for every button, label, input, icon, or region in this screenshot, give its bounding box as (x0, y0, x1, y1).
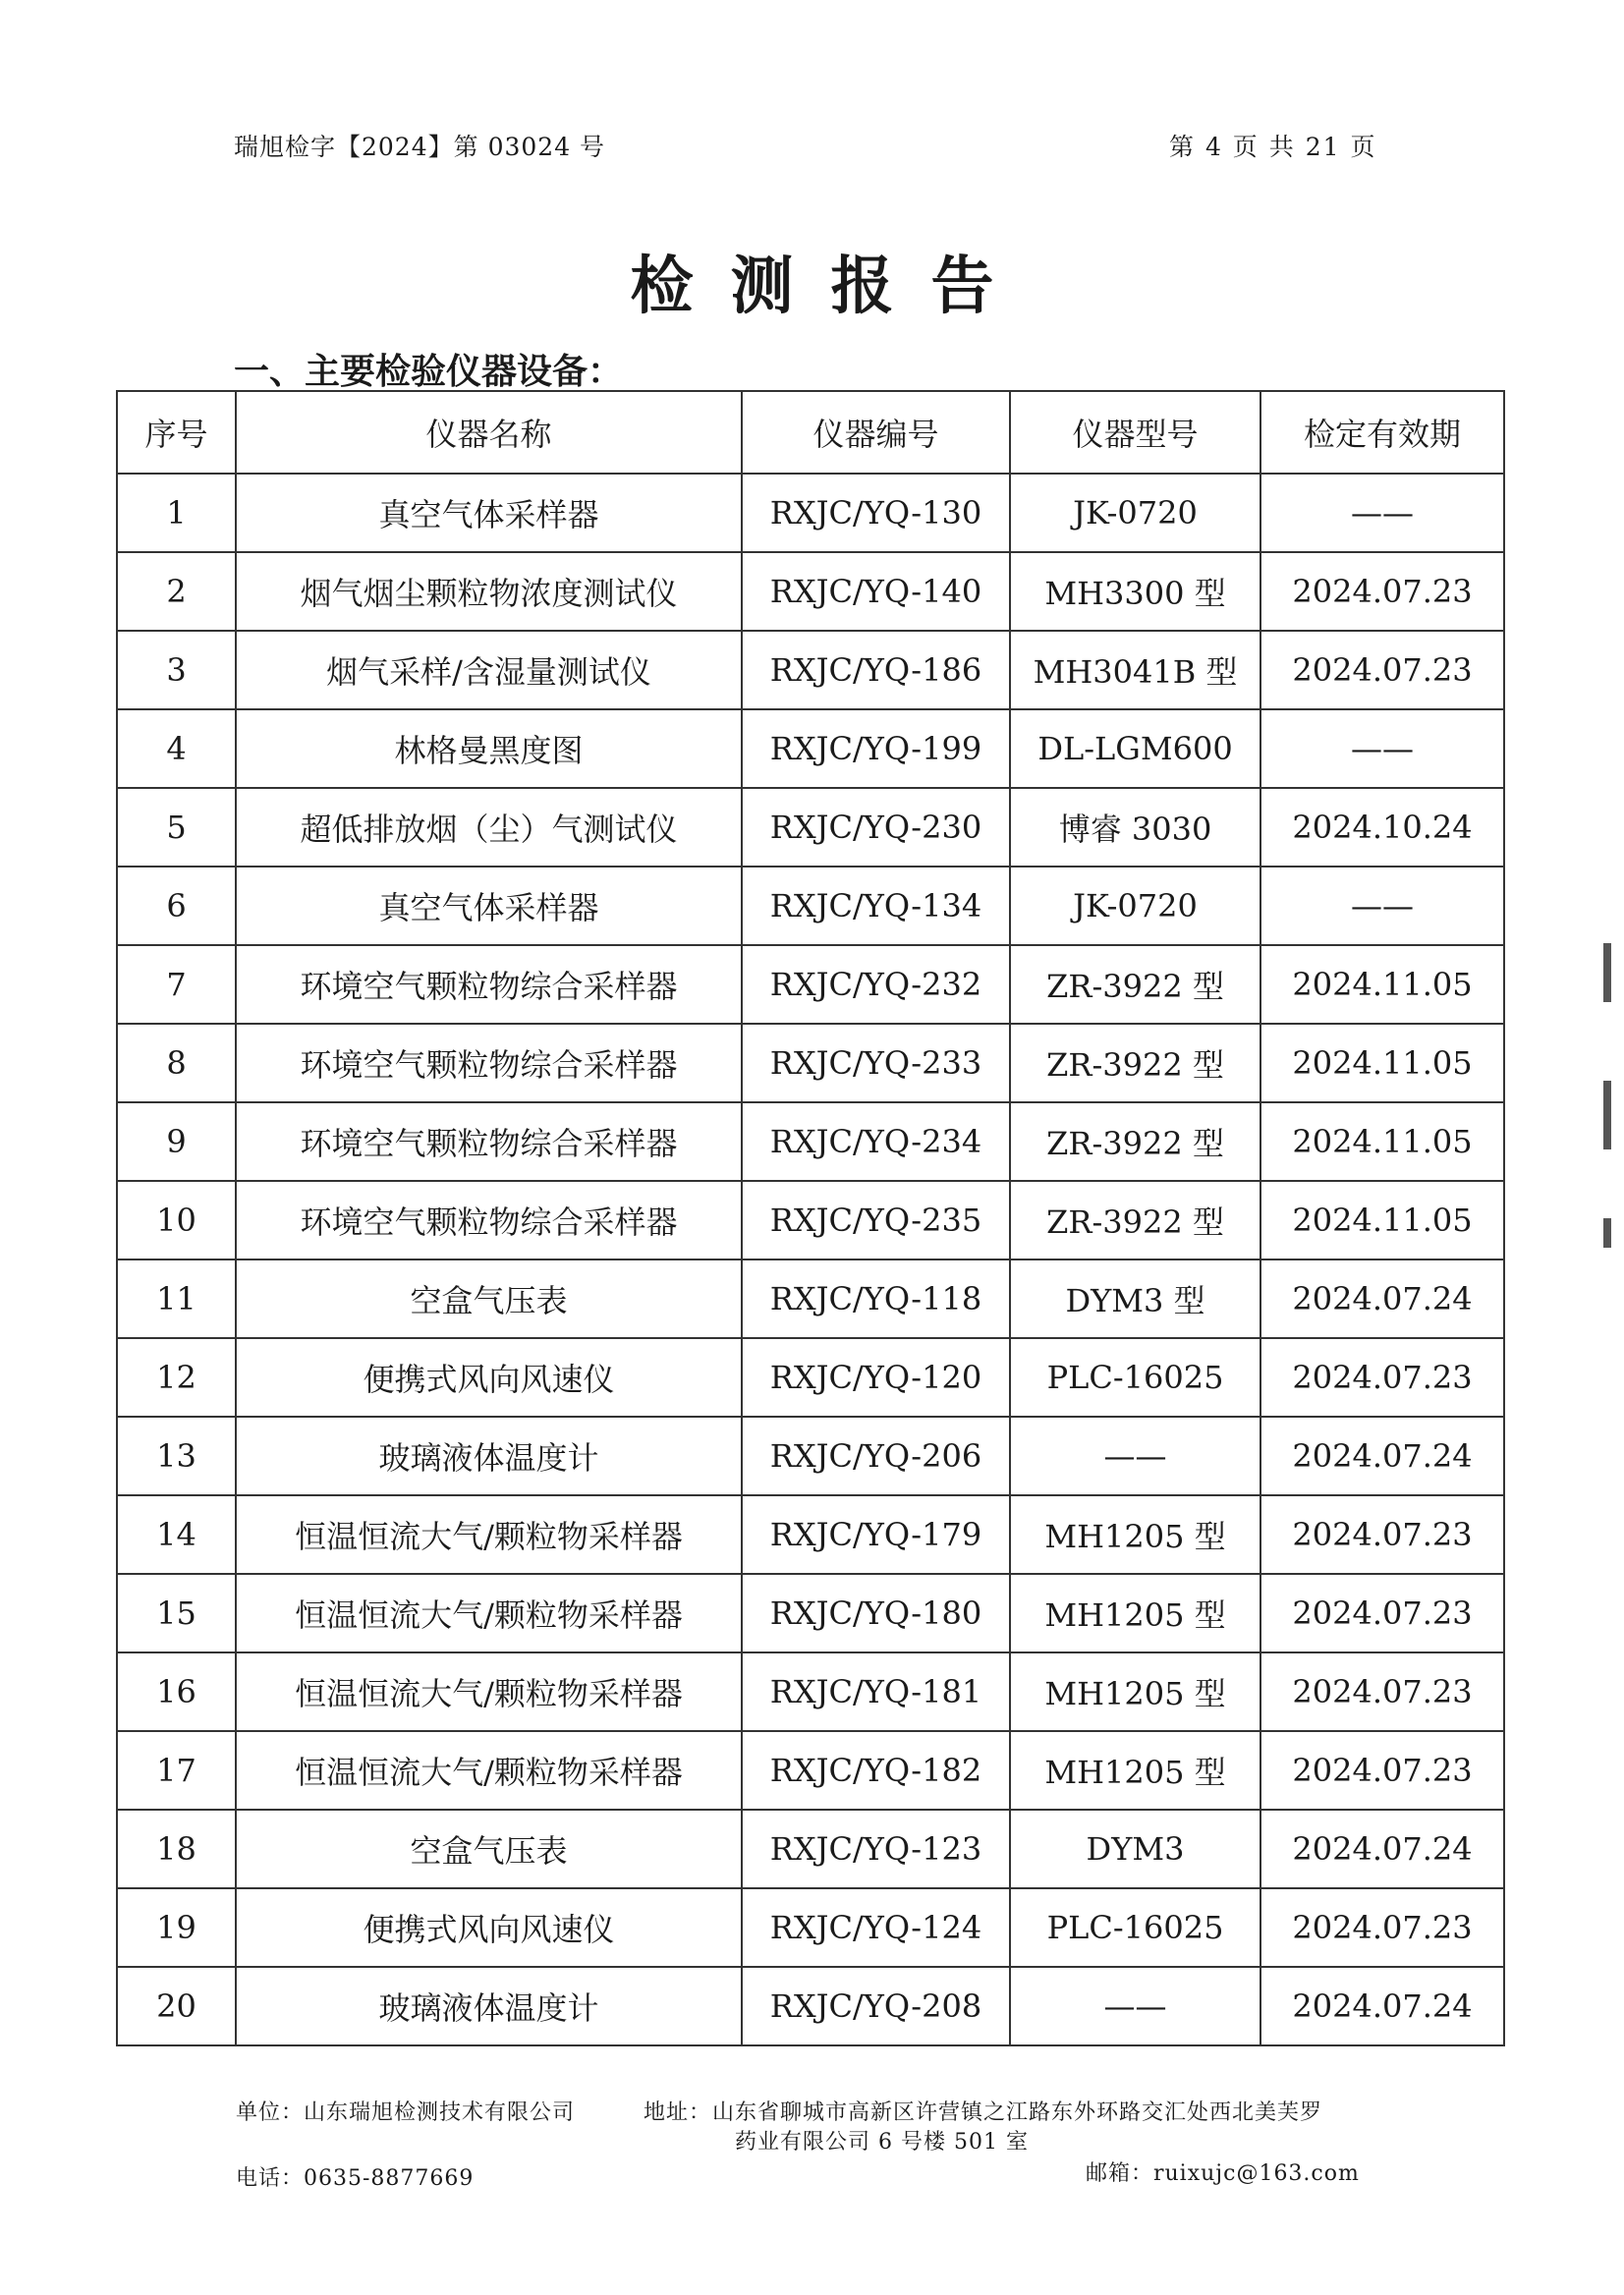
cell-instrument-model: JK-0720 (1010, 867, 1260, 945)
cell-instrument-code: RXJC/YQ-233 (742, 1024, 1010, 1102)
table-row (117, 1181, 1504, 1259)
column-header-model: 仪器型号 (1010, 391, 1260, 474)
cell-instrument-code: RXJC/YQ-186 (742, 631, 1010, 709)
cell-instrument-code: RXJC/YQ-181 (742, 1652, 1010, 1731)
table-row (117, 1024, 1504, 1102)
column-header-validity: 检定有效期 (1260, 391, 1504, 474)
table-row (117, 1574, 1504, 1652)
cell-instrument-model: MH1205 型 (1010, 1652, 1260, 1731)
cell-instrument-code: RXJC/YQ-123 (742, 1810, 1010, 1888)
cell-instrument-code: RXJC/YQ-235 (742, 1181, 1010, 1259)
table-row (117, 945, 1504, 1024)
table-row (117, 709, 1504, 788)
cell-validity: —— (1260, 474, 1504, 552)
footer-unit: 单位：山东瑞旭检测技术有限公司 (236, 2100, 576, 2125)
table-row (117, 631, 1504, 709)
cell-validity: 2024.11.05 (1260, 945, 1504, 1024)
column-header-index: 序号 (117, 391, 236, 474)
cell-instrument-model: ZR-3922 型 (1010, 1181, 1260, 1259)
cell-instrument-model: ZR-3922 型 (1010, 1102, 1260, 1181)
scan-edge-mark (1603, 1218, 1611, 1248)
table-row (117, 474, 1504, 552)
cell-index: 5 (117, 788, 236, 867)
instrument-table (116, 390, 1505, 2046)
cell-index: 3 (117, 631, 236, 709)
footer-phone: 电话：0635-8877669 (236, 2166, 475, 2191)
cell-index: 13 (117, 1417, 236, 1495)
table-row (117, 1652, 1504, 1731)
cell-instrument-name: 恒温恒流大气/颗粒物采样器 (236, 1731, 742, 1810)
cell-instrument-code: RXJC/YQ-232 (742, 945, 1010, 1024)
cell-instrument-model: —— (1010, 1967, 1260, 2045)
cell-instrument-model: ZR-3922 型 (1010, 945, 1260, 1024)
cell-instrument-code: RXJC/YQ-206 (742, 1417, 1010, 1495)
cell-validity: 2024.07.24 (1260, 1417, 1504, 1495)
cell-validity: 2024.07.23 (1260, 1574, 1504, 1652)
cell-instrument-code: RXJC/YQ-124 (742, 1888, 1010, 1967)
cell-instrument-model: DYM3 (1010, 1810, 1260, 1888)
cell-instrument-name: 环境空气颗粒物综合采样器 (236, 1181, 742, 1259)
cell-instrument-code: RXJC/YQ-134 (742, 867, 1010, 945)
cell-instrument-model: PLC-16025 (1010, 1338, 1260, 1417)
cell-validity: 2024.07.23 (1260, 631, 1504, 709)
cell-instrument-model: MH3041B 型 (1010, 631, 1260, 709)
scan-edge-mark (1603, 1081, 1611, 1149)
table-row (117, 788, 1504, 867)
cell-instrument-name: 恒温恒流大气/颗粒物采样器 (236, 1574, 742, 1652)
cell-instrument-name: 恒温恒流大气/颗粒物采样器 (236, 1652, 742, 1731)
cell-instrument-model: JK-0720 (1010, 474, 1260, 552)
cell-instrument-code: RXJC/YQ-118 (742, 1259, 1010, 1338)
cell-instrument-name: 空盒气压表 (236, 1259, 742, 1338)
page-title: 检测报告 (630, 250, 1032, 323)
cell-validity: 2024.11.05 (1260, 1181, 1504, 1259)
table-row (117, 1495, 1504, 1574)
cell-instrument-name: 环境空气颗粒物综合采样器 (236, 1102, 742, 1181)
cell-validity: 2024.07.24 (1260, 1810, 1504, 1888)
cell-index: 15 (117, 1574, 236, 1652)
cell-instrument-code: RXJC/YQ-230 (742, 788, 1010, 867)
cell-index: 6 (117, 867, 236, 945)
table-row (117, 1731, 1504, 1810)
cell-index: 4 (117, 709, 236, 788)
cell-index: 7 (117, 945, 236, 1024)
cell-index: 2 (117, 552, 236, 631)
report-number: 瑞旭检字【2024】第 03024 号 (234, 133, 606, 161)
table-row (117, 1417, 1504, 1495)
cell-validity: 2024.07.23 (1260, 1338, 1504, 1417)
column-header-name: 仪器名称 (236, 391, 742, 474)
cell-instrument-model: DYM3 型 (1010, 1259, 1260, 1338)
cell-instrument-model: DL-LGM600 (1010, 709, 1260, 788)
cell-validity: —— (1260, 867, 1504, 945)
table-row (117, 1967, 1504, 2045)
cell-instrument-name: 恒温恒流大气/颗粒物采样器 (236, 1495, 742, 1574)
cell-instrument-name: 玻璃液体温度计 (236, 1417, 742, 1495)
table-row (117, 1888, 1504, 1967)
table-header-row (117, 391, 1504, 474)
cell-instrument-name: 真空气体采样器 (236, 867, 742, 945)
cell-validity: 2024.07.23 (1260, 1495, 1504, 1574)
footer-address-line1: 山东省聊城市高新区许营镇之江路东外环路交汇处西北美芙罗 (712, 2100, 1323, 2125)
table-row (117, 1338, 1504, 1417)
scan-edge-mark (1603, 943, 1611, 1002)
cell-instrument-code: RXJC/YQ-120 (742, 1338, 1010, 1417)
cell-instrument-model: MH3300 型 (1010, 552, 1260, 631)
table-row (117, 552, 1504, 631)
cell-instrument-name: 空盒气压表 (236, 1810, 742, 1888)
cell-validity: 2024.11.05 (1260, 1024, 1504, 1102)
cell-index: 1 (117, 474, 236, 552)
cell-instrument-name: 玻璃液体温度计 (236, 1967, 742, 2045)
table-row (117, 1102, 1504, 1181)
cell-index: 8 (117, 1024, 236, 1102)
cell-validity: 2024.10.24 (1260, 788, 1504, 867)
cell-instrument-name: 烟气采样/含湿量测试仪 (236, 631, 742, 709)
column-header-code: 仪器编号 (742, 391, 1010, 474)
cell-instrument-model: ZR-3922 型 (1010, 1024, 1260, 1102)
cell-instrument-code: RXJC/YQ-199 (742, 709, 1010, 788)
cell-instrument-code: RXJC/YQ-182 (742, 1731, 1010, 1810)
cell-instrument-model: MH1205 型 (1010, 1574, 1260, 1652)
table-body (117, 474, 1504, 2045)
page-indicator: 第 4 页 共 21 页 (1169, 133, 1377, 161)
cell-instrument-code: RXJC/YQ-234 (742, 1102, 1010, 1181)
cell-index: 16 (117, 1652, 236, 1731)
cell-validity: 2024.11.05 (1260, 1102, 1504, 1181)
cell-instrument-code: RXJC/YQ-140 (742, 552, 1010, 631)
cell-validity: —— (1260, 709, 1504, 788)
cell-instrument-name: 环境空气颗粒物综合采样器 (236, 1024, 742, 1102)
cell-index: 18 (117, 1810, 236, 1888)
cell-instrument-name: 便携式风向风速仪 (236, 1338, 742, 1417)
cell-instrument-code: RXJC/YQ-179 (742, 1495, 1010, 1574)
cell-instrument-name: 林格曼黑度图 (236, 709, 742, 788)
cell-instrument-name: 便携式风向风速仪 (236, 1888, 742, 1967)
cell-index: 12 (117, 1338, 236, 1417)
cell-instrument-model: MH1205 型 (1010, 1731, 1260, 1810)
cell-index: 19 (117, 1888, 236, 1967)
footer-email: 邮箱：ruixujc@163.com (1086, 2161, 1360, 2186)
cell-instrument-name: 烟气烟尘颗粒物浓度测试仪 (236, 552, 742, 631)
table-row (117, 1259, 1504, 1338)
cell-instrument-name: 超低排放烟（尘）气测试仪 (236, 788, 742, 867)
cell-validity: 2024.07.23 (1260, 1731, 1504, 1810)
cell-instrument-model: MH1205 型 (1010, 1495, 1260, 1574)
cell-index: 20 (117, 1967, 236, 2045)
cell-index: 14 (117, 1495, 236, 1574)
cell-validity: 2024.07.24 (1260, 1967, 1504, 2045)
cell-index: 10 (117, 1181, 236, 1259)
cell-instrument-model: —— (1010, 1417, 1260, 1495)
footer-address-label: 地址： (644, 2100, 712, 2125)
cell-instrument-name: 真空气体采样器 (236, 474, 742, 552)
cell-instrument-model: PLC-16025 (1010, 1888, 1260, 1967)
table-row (117, 1810, 1504, 1888)
cell-validity: 2024.07.23 (1260, 552, 1504, 631)
cell-index: 11 (117, 1259, 236, 1338)
cell-validity: 2024.07.23 (1260, 1652, 1504, 1731)
cell-index: 17 (117, 1731, 236, 1810)
cell-instrument-code: RXJC/YQ-208 (742, 1967, 1010, 2045)
footer-address-line2: 药业有限公司 6 号楼 501 室 (735, 2130, 1029, 2155)
cell-instrument-name: 环境空气颗粒物综合采样器 (236, 945, 742, 1024)
cell-instrument-code: RXJC/YQ-130 (742, 474, 1010, 552)
cell-instrument-code: RXJC/YQ-180 (742, 1574, 1010, 1652)
section-heading: 一、主要检验仪器设备： (234, 352, 624, 392)
cell-instrument-model: 博睿 3030 (1010, 788, 1260, 867)
cell-index: 9 (117, 1102, 236, 1181)
cell-validity: 2024.07.24 (1260, 1259, 1504, 1338)
table-row (117, 867, 1504, 945)
cell-validity: 2024.07.23 (1260, 1888, 1504, 1967)
